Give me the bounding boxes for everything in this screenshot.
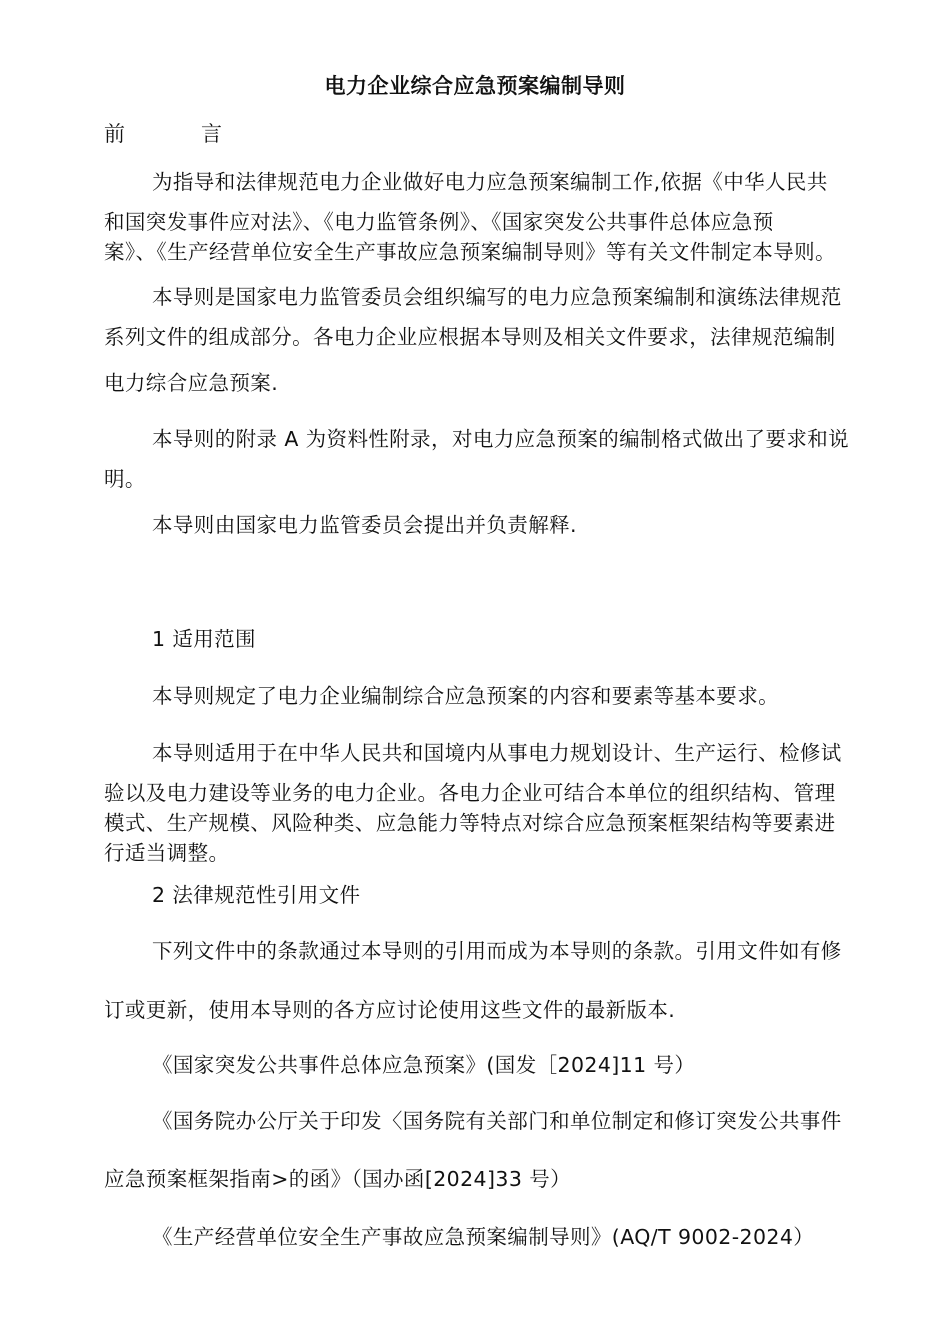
preface-heading	[104, 118, 222, 148]
section-2-heading: 2 法律规范性引用文件	[152, 883, 361, 907]
paragraph-2-line-2: 系列文件的组成部分。各电力企业应根据本导则及相关文件要求，法律规范编制	[104, 325, 836, 349]
paragraph-1-line-2: 和国突发事件应对法》、《电力监管条例》、《国家突发公共事件总体应急预	[104, 210, 774, 234]
paragraph-1-line-1: 为指导和法律规范电力企业做好电力应急预案编制工作,依据《中华人民共	[152, 170, 828, 194]
paragraph-1-line-3: 案》、《生产经营单位安全生产事故应急预案编制导则》等有关文件制定本导则。	[104, 240, 836, 264]
section-1-paragraph-2-line-3: 模式、生产规模、风险种类、应急能力等特点对综合应急预案框架结构等要素进	[104, 811, 836, 835]
section-1-paragraph-2-line-2: 验以及电力建设等业务的电力企业。各电力企业可结合本单位的组织结构、管理	[104, 781, 836, 805]
section-2-paragraph-1-line-2: 订或更新，使用本导则的各方应讨论使用这些文件的最新版本.	[104, 998, 676, 1022]
section-2-paragraph-1-line-1: 下列文件中的条款通过本导则的引用而成为本导则的条款。引用文件如有修	[152, 939, 842, 963]
paragraph-3-line-1: 本导则的附录 A 为资料性附录，对电力应急预案的编制格式做出了要求和说	[152, 427, 850, 451]
section-1-paragraph-2-line-4: 行适当调整。	[104, 841, 230, 865]
preface-heading-char-1: 前	[104, 122, 125, 146]
reference-2-line-1: 《国务院办公厅关于印发〈国务院有关部门和单位制定和修订突发公共事件	[152, 1109, 842, 1133]
paragraph-3-line-2: 明。	[104, 467, 146, 491]
reference-3: 《生产经营单位安全生产事故应急预案编制导则》(AQ/T 9002-2024）	[152, 1225, 815, 1249]
paragraph-4-line-1: 本导则由国家电力监管委员会提出并负责解释.	[152, 513, 577, 537]
section-1-heading: 1 适用范围	[152, 627, 256, 651]
section-1-paragraph-1: 本导则规定了电力企业编制综合应急预案的内容和要素等基本要求。	[152, 684, 779, 708]
document-title: 电力企业综合应急预案编制导则	[324, 74, 626, 98]
paragraph-2-line-1: 本导则是国家电力监管委员会组织编写的电力应急预案编制和演练法律规范	[152, 285, 842, 309]
section-1-paragraph-2-line-1: 本导则适用于在中华人民共和国境内从事电力规划设计、生产运行、检修试	[152, 741, 842, 765]
preface-heading-char-2: 言	[201, 122, 222, 146]
reference-1: 《国家突发公共事件总体应急预案》(国发［2024]11 号）	[152, 1053, 696, 1077]
reference-2-line-2: 应急预案框架指南>的函》（国办函[2024]33 号）	[104, 1167, 571, 1191]
paragraph-2-line-3: 电力综合应急预案.	[104, 371, 279, 395]
